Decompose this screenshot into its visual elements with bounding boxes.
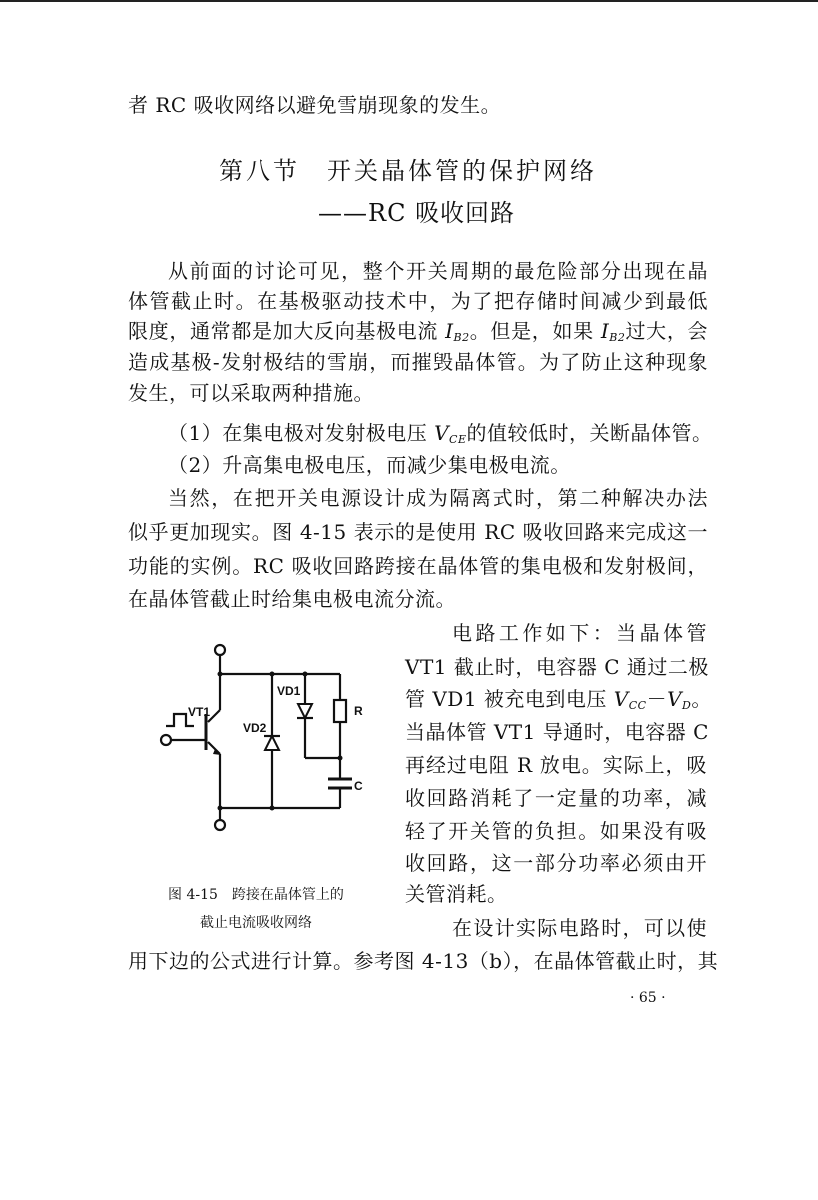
paragraph3-line2: 用下边的公式进行计算。参考图 4-13（b），在晶体管截止时，其 bbox=[128, 949, 719, 973]
paragraph1-line3 bbox=[128, 318, 708, 351]
paragraph3-line1: 在设计实际电路时，可以使 bbox=[452, 916, 707, 940]
label-vd2: VD2 bbox=[243, 721, 267, 735]
text-line-continuation: 者 RC 吸收网络以避免雪崩现象的发生。 bbox=[128, 93, 502, 117]
section-title: 第八节 开关晶体管的保护网络 bbox=[219, 157, 597, 185]
ib2-symbol: I bbox=[445, 319, 454, 343]
page-top-border bbox=[0, 0, 818, 2]
ib2-subscript: B2 bbox=[453, 331, 470, 344]
side-line-6: 收回路消耗了一定量的功率，减 bbox=[405, 786, 707, 810]
side-line-7: 轻了开关管的负担。如果没有吸 bbox=[405, 819, 707, 843]
vce-subscript: CE bbox=[449, 433, 467, 446]
node-dot-4 bbox=[218, 806, 223, 811]
figure-caption-line1: 图 4-15 跨接在晶体管上的 bbox=[168, 887, 344, 903]
label-c: C bbox=[354, 779, 363, 793]
side-line-3-a: 管 VD1 被充电到电压 bbox=[405, 687, 614, 711]
paragraph2-line2: 似乎更加现实。图 4-15 表示的是使用 RC 吸收回路来完成这一 bbox=[128, 520, 708, 544]
collector-terminal bbox=[215, 645, 225, 655]
vce-symbol: V bbox=[434, 421, 450, 445]
rc-snubber-circuit-diagram bbox=[150, 640, 380, 880]
paragraph2-line4: 在晶体管截止时给集电极电流分流。 bbox=[128, 587, 456, 611]
resistor-r bbox=[334, 700, 346, 722]
measure-1 bbox=[168, 420, 713, 453]
paragraph1-line4: 造成基极-发射极结的雪崩，而摧毁晶体管。为了防止这种现象 bbox=[128, 350, 708, 374]
section-subtitle: ——RC 吸收回路 bbox=[318, 199, 516, 227]
minus-sign: － bbox=[646, 687, 668, 711]
side-line-3 bbox=[405, 686, 712, 719]
vcc-symbol: V bbox=[613, 687, 629, 711]
label-vt1: VT1 bbox=[188, 705, 211, 719]
label-vd1: VD1 bbox=[277, 684, 301, 698]
vcc-subscript: CC bbox=[628, 699, 647, 712]
p1c-part-a: 限度，通常都是加大反向基极电流 bbox=[128, 319, 446, 343]
paragraph1-line2: 体管截止时。在基极驱动技术中，为了把存储时间减少到最低 bbox=[128, 289, 708, 313]
side-line-3-b: 。 bbox=[691, 687, 712, 711]
base-terminal bbox=[161, 735, 171, 745]
measure-2: （2）升高集电极电压，而减少集电极电流。 bbox=[168, 453, 571, 477]
side-line-2: VT1 截止时，电容器 C 通过二极 bbox=[405, 655, 709, 679]
ib2-symbol-2: I bbox=[600, 319, 610, 343]
page-number: · 65 · bbox=[630, 990, 666, 1006]
paragraph2-line1: 当然，在把开关电源设计成为隔离式时，第二种解决办法 bbox=[168, 486, 708, 510]
side-line-5: 再经过电阻 R 放电。实际上，吸 bbox=[405, 753, 707, 777]
node-dot-3 bbox=[303, 672, 308, 677]
vd-symbol: V bbox=[667, 687, 683, 711]
side-line-8: 收回路，这一部分功率必须由开 bbox=[405, 851, 707, 875]
label-r: R bbox=[354, 704, 363, 718]
paragraph2-line3: 功能的实例。RC 吸收回路跨接在晶体管的集电极和发射极间， bbox=[128, 554, 708, 578]
side-line-1: 电路工作如下：当晶体管 bbox=[452, 621, 707, 645]
node-dot-2 bbox=[270, 672, 275, 677]
measure-1-b: 的值较低时，关断晶体管。 bbox=[466, 421, 713, 445]
emitter-terminal bbox=[215, 820, 225, 830]
measure-1-a: （1）在集电极对发射极电压 bbox=[168, 421, 435, 445]
paragraph1-line5: 发生，可以采取两种措施。 bbox=[128, 381, 374, 405]
diode-vd1-icon bbox=[298, 704, 312, 718]
ib2-subscript-2: B2 bbox=[609, 331, 626, 344]
p1c-part-b: 。但是，如果 bbox=[469, 319, 601, 343]
node-dot-1 bbox=[218, 672, 223, 677]
p1c-part-c: 过大，会 bbox=[625, 319, 709, 343]
side-line-4: 当晶体管 VT1 导通时，电容器 C bbox=[405, 720, 709, 744]
node-dot-6 bbox=[338, 756, 343, 761]
figure-caption-line2: 截止电流吸收网络 bbox=[200, 915, 312, 931]
vd-subscript: D bbox=[682, 699, 692, 712]
node-dot-5 bbox=[270, 806, 275, 811]
diode-vd2-icon bbox=[265, 736, 279, 750]
side-line-9: 关管消耗。 bbox=[405, 882, 508, 906]
paragraph1-line1: 从前面的讨论可见，整个开关周期的最危险部分出现在晶 bbox=[168, 259, 708, 283]
